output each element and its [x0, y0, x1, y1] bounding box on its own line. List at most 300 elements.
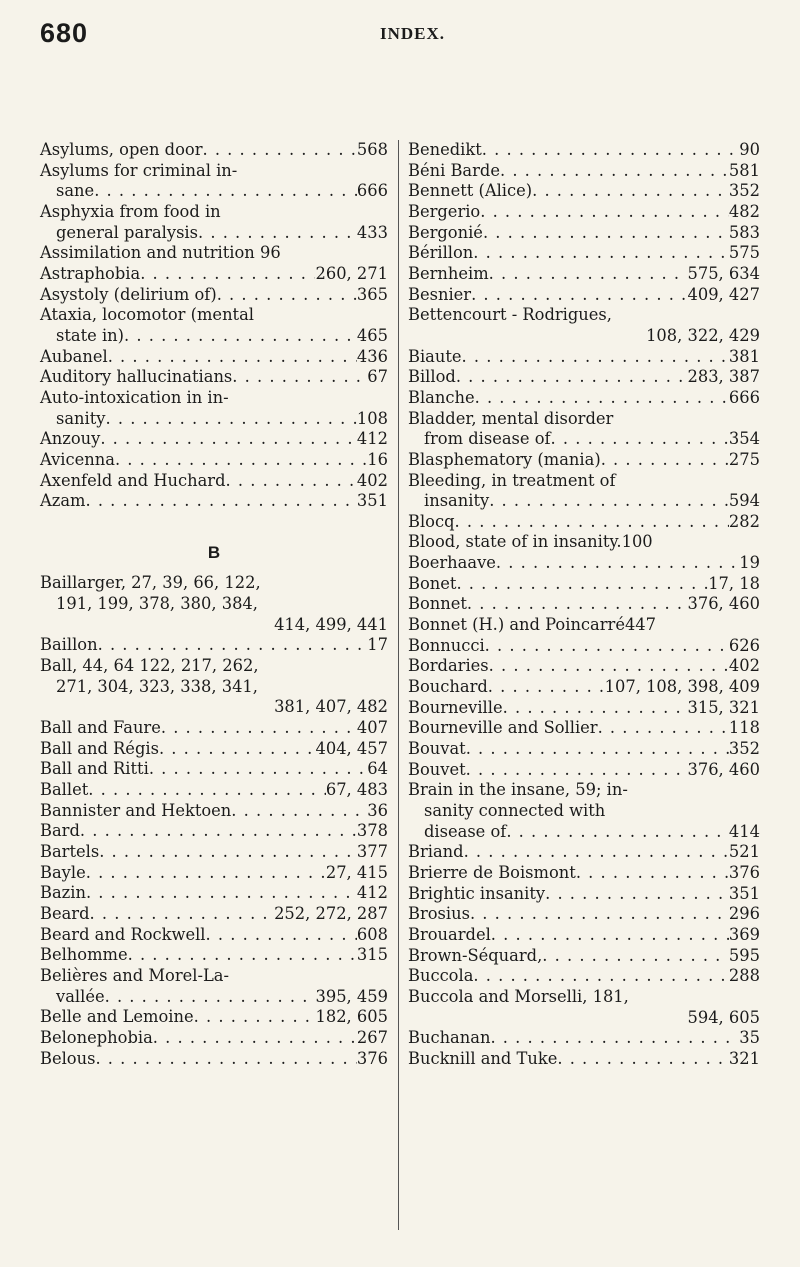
entry-text: Buccola and Morselli, 181, — [408, 986, 629, 1006]
entry-page-refs: 482 — [728, 201, 760, 221]
entry-text: Briand — [408, 842, 464, 862]
entry-text: Astraphobia — [40, 263, 141, 283]
index-entry — [40, 718, 388, 739]
entry-text: Bleeding, in treatment of — [408, 470, 616, 490]
entry-page-refs: 395, 459 — [315, 986, 388, 1006]
entry-line — [40, 140, 388, 161]
dot-leader — [462, 347, 729, 368]
entry-text: Asphyxia from food in — [40, 201, 221, 221]
entry-line — [408, 1049, 760, 1070]
entry-text: Bergonié — [408, 222, 483, 242]
entry-line — [408, 801, 760, 822]
page-header — [40, 18, 760, 58]
index-entry — [40, 285, 388, 306]
entry-line — [40, 883, 388, 904]
column-divider — [398, 140, 399, 1230]
entry-page-refs: 608 — [356, 924, 388, 944]
dot-leader — [226, 471, 357, 492]
dot-leader — [456, 574, 708, 595]
entry-page-refs: 412 — [356, 883, 388, 903]
dot-leader — [470, 904, 729, 925]
dot-leader — [576, 863, 729, 884]
index-entry — [408, 140, 760, 161]
entry-text: from disease of — [424, 429, 551, 449]
entry-line — [408, 388, 760, 409]
entry-text: Brain in the insane, 59; in- — [408, 780, 628, 800]
dot-leader — [471, 285, 687, 306]
running-head: INDEX. — [380, 24, 446, 43]
index-entry — [40, 450, 388, 471]
entry-text: Ball, 44, 64 122, 217, 262, — [40, 656, 259, 676]
entry-page-refs: 354 — [728, 429, 760, 449]
entry-line — [408, 305, 760, 326]
dot-leader — [86, 883, 357, 904]
entry-line — [40, 1049, 388, 1070]
entry-text: Belières and Morel-La- — [40, 965, 230, 985]
entry-page-refs: 404, 457 — [315, 738, 388, 758]
index-entry — [408, 718, 760, 739]
entry-page-refs: 369 — [728, 924, 760, 944]
entry-text: Bonnet — [408, 594, 467, 614]
entry-text: Ballet — [40, 780, 89, 800]
index-entry — [40, 863, 388, 884]
dot-leader — [532, 181, 729, 202]
index-entry — [40, 739, 388, 760]
dot-leader — [161, 718, 357, 739]
index-columns — [40, 140, 760, 1240]
entry-page-refs: 17 — [367, 635, 388, 655]
dot-leader — [99, 842, 357, 863]
entry-page-refs: 17, 18 — [708, 573, 760, 593]
index-entry — [408, 202, 760, 223]
entry-line — [40, 842, 388, 863]
entry-line — [40, 1028, 388, 1049]
entry-line — [40, 409, 388, 430]
dot-leader — [108, 347, 357, 368]
index-entry — [408, 636, 760, 657]
entry-page-refs: 407 — [356, 718, 388, 738]
entry-line — [408, 140, 760, 161]
entry-line — [408, 698, 760, 719]
entry-page-refs: 182, 605 — [315, 1007, 388, 1027]
index-entry — [408, 388, 760, 409]
dot-leader — [80, 821, 357, 842]
index-entry — [408, 264, 760, 285]
entry-text: Bernheim — [408, 263, 489, 283]
entry-page-refs: 351 — [728, 883, 760, 903]
entry-line — [408, 863, 760, 884]
dot-leader — [480, 202, 729, 223]
entry-page-refs: 267 — [356, 1027, 388, 1047]
index-entry — [40, 966, 388, 1007]
entry-page-refs: 283, 387 — [687, 367, 760, 387]
entry-page-refs: 288 — [728, 966, 760, 986]
entry-text: Ball and Faure — [40, 718, 161, 738]
entry-line — [408, 532, 760, 553]
index-entry — [408, 842, 760, 863]
dot-leader — [194, 1007, 316, 1028]
entry-text: Aubanel — [40, 346, 108, 366]
entry-page-refs: 282 — [728, 511, 760, 531]
entry-text: disease of — [424, 821, 507, 841]
index-entry — [40, 1028, 388, 1049]
index-entry — [408, 594, 760, 615]
entry-line: 594, 605 — [687, 1007, 760, 1027]
entry-text: Bennett (Alice) — [408, 181, 533, 201]
index-entry — [40, 305, 388, 346]
entry-page-refs: 575 — [728, 243, 760, 263]
entry-page-refs: 67 — [367, 367, 388, 387]
entry-text: Bazin — [40, 883, 86, 903]
entry-line — [40, 739, 388, 760]
entry-text: Biaute — [408, 346, 462, 366]
entry-line — [40, 594, 388, 615]
index-entry — [40, 347, 388, 368]
entry-text: Brosius — [408, 904, 470, 924]
page-number: 680 — [40, 18, 89, 48]
entry-line — [40, 429, 388, 450]
entry-text: Baillarger, 27, 39, 66, 122, — [40, 573, 261, 593]
entry-text: Bayle — [40, 862, 86, 882]
entry-text: Boerhaave — [408, 553, 496, 573]
entry-text: Bettencourt - Rodrigues, — [408, 305, 612, 325]
index-entry — [408, 532, 760, 553]
section-letter: B — [207, 543, 221, 563]
index-entry — [40, 243, 388, 264]
entry-page-refs: 594 — [728, 491, 760, 511]
entry-line — [40, 491, 388, 512]
dot-leader — [467, 594, 688, 615]
index-entry — [408, 925, 760, 946]
dot-leader — [140, 264, 315, 285]
entry-text: Auditory hallucinatians — [40, 367, 233, 387]
index-entry — [408, 181, 760, 202]
dot-leader — [217, 285, 357, 306]
dot-leader — [542, 946, 729, 967]
entry-text: Baillon — [40, 635, 98, 655]
entry-line — [408, 161, 760, 182]
entry-page-refs: 381 — [728, 346, 760, 366]
entry-text: Axenfeld and Huchard — [40, 470, 226, 490]
dot-leader — [490, 1028, 739, 1049]
dot-leader — [455, 512, 729, 533]
entry-line — [40, 759, 388, 780]
index-entry — [408, 512, 760, 533]
index-entry — [40, 656, 388, 718]
index-entry — [408, 161, 760, 182]
entry-line — [408, 181, 760, 202]
dot-leader — [198, 223, 357, 244]
entry-page-refs: 321 — [728, 1048, 760, 1068]
entry-line — [408, 512, 760, 533]
entry-line — [408, 243, 760, 264]
dot-leader — [232, 367, 367, 388]
entry-page-refs: 16 — [367, 449, 388, 469]
entry-page-refs: 377 — [356, 841, 388, 861]
entry-page-refs: 90 — [739, 140, 760, 159]
entry-text: state in) — [56, 325, 125, 345]
dot-leader — [473, 966, 729, 987]
entry-line — [40, 243, 388, 264]
entry-text: Bouvet — [408, 759, 466, 779]
dot-leader — [489, 491, 729, 512]
entry-line — [408, 636, 760, 657]
index-entry — [40, 904, 388, 925]
index-entry — [408, 367, 760, 388]
entry-page-refs: 64 — [367, 759, 388, 779]
dot-leader — [491, 925, 729, 946]
entry-text: Bordaries — [408, 656, 489, 676]
entry-line — [408, 202, 760, 223]
entry-text: sane — [56, 181, 95, 201]
entry-page-refs: 351 — [356, 491, 388, 511]
entry-text: Bard — [40, 821, 80, 841]
entry-line — [408, 987, 760, 1008]
dot-leader — [153, 1028, 357, 1049]
index-entry — [40, 140, 388, 161]
dot-leader — [202, 140, 356, 161]
entry-line — [40, 801, 388, 822]
entry-text: Bérillon — [408, 243, 474, 263]
dot-leader — [105, 987, 316, 1008]
entry-text: Benedikt — [408, 140, 482, 159]
index-entry — [408, 739, 760, 760]
entry-page-refs: 108 — [356, 408, 388, 428]
entry-line — [408, 429, 760, 450]
entry-page-refs: 352 — [728, 739, 760, 759]
entry-text: Bartels — [40, 841, 100, 861]
entry-text: Blocq — [408, 511, 455, 531]
entry-page-refs: 414 — [728, 821, 760, 841]
entry-line — [40, 635, 388, 656]
index-entry — [408, 987, 760, 1028]
entry-text: vallée — [56, 986, 105, 1006]
entry-line — [408, 760, 760, 781]
index-entry — [408, 243, 760, 264]
entry-text: Bonnet (H.) and Poincarré447 — [408, 615, 657, 635]
entry-line — [408, 739, 760, 760]
entry-line — [40, 367, 388, 388]
index-entry — [40, 202, 388, 243]
entry-text: Asylums for criminal in- — [40, 160, 238, 180]
right-column — [408, 140, 760, 1070]
entry-page-refs: 19 — [739, 553, 760, 573]
entry-text: Billod — [408, 367, 456, 387]
entry-page-refs: 376 — [728, 862, 760, 882]
entry-line — [408, 409, 760, 430]
entry-line — [408, 347, 760, 368]
index-entry — [40, 161, 388, 202]
entry-line: 414, 499, 441 — [274, 614, 388, 634]
index-entry — [40, 471, 388, 492]
index-entry — [408, 677, 760, 698]
entry-text: Buchanan — [408, 1028, 491, 1048]
index-entry — [40, 780, 388, 801]
dot-leader — [489, 656, 729, 677]
entry-text: Anzouy — [40, 429, 101, 449]
entry-text: Bonnucci — [408, 635, 485, 655]
entry-text: Bannister and Hektoen — [40, 800, 232, 820]
index-entry — [408, 966, 760, 987]
index-entry — [408, 656, 760, 677]
dot-leader — [485, 636, 729, 657]
entry-page-refs: 107, 108, 398, 409 — [604, 677, 760, 697]
entry-line — [40, 202, 388, 223]
entry-text: Assimilation and nutrition 96 — [40, 243, 281, 263]
index-entry — [40, 1007, 388, 1028]
entry-page-refs: 296 — [728, 904, 760, 924]
index-entry — [40, 367, 388, 388]
entry-line — [408, 842, 760, 863]
entry-line — [40, 347, 388, 368]
entry-page-refs: 352 — [728, 181, 760, 201]
entry-text: Bouchard — [408, 677, 488, 697]
dot-leader — [483, 223, 729, 244]
index-entry — [408, 1028, 760, 1049]
index-entry — [408, 1049, 760, 1070]
entry-text: Ataxia, locomotor (mental — [40, 305, 255, 325]
entry-text: Buccola — [408, 966, 474, 986]
entry-page-refs: 376, 460 — [687, 594, 760, 614]
entry-line — [40, 223, 388, 244]
entry-page-refs: 626 — [728, 635, 760, 655]
index-entry — [408, 471, 760, 512]
entry-line — [40, 656, 388, 677]
entry-text: Brightic insanity — [408, 883, 546, 903]
entry-line — [40, 305, 388, 326]
entry-text: 271, 304, 323, 338, 341, — [56, 676, 258, 696]
entry-text: Bergerio — [408, 201, 481, 221]
entry-text: Bourneville — [408, 697, 503, 717]
entry-page-refs: 575, 634 — [687, 263, 760, 283]
entry-page-refs: 27, 415 — [325, 862, 388, 882]
entry-line: 108, 322, 429 — [646, 325, 760, 345]
dot-leader — [206, 925, 357, 946]
index-entry — [40, 842, 388, 863]
entry-line — [408, 884, 760, 905]
index-entry — [408, 285, 760, 306]
entry-line — [40, 285, 388, 306]
entry-line — [408, 615, 760, 636]
entry-line — [40, 677, 388, 698]
dot-leader — [95, 1049, 356, 1070]
entry-line — [408, 904, 760, 925]
index-entry — [40, 821, 388, 842]
index-entry — [40, 1049, 388, 1070]
entry-text: Blanche — [408, 387, 475, 407]
entry-page-refs: 252, 272, 287 — [274, 903, 388, 923]
index-entry — [408, 698, 760, 719]
index-entry — [408, 409, 760, 450]
entry-line — [408, 677, 760, 698]
entry-line — [40, 987, 388, 1008]
index-entry — [40, 491, 388, 512]
dot-leader — [506, 822, 729, 843]
index-entry — [408, 615, 760, 636]
entry-line — [408, 966, 760, 987]
entry-line — [408, 946, 760, 967]
entry-page-refs: 376 — [356, 1048, 388, 1068]
entry-page-refs: 409, 427 — [687, 284, 760, 304]
dot-leader — [482, 140, 740, 161]
entry-text: general paralysis — [56, 222, 198, 242]
entry-text: Avicenna — [40, 449, 115, 469]
entry-page-refs: 365 — [356, 284, 388, 304]
entries-right — [408, 140, 760, 1070]
entry-text: Brierre de Boismont — [408, 862, 576, 882]
entry-line — [40, 450, 388, 471]
entry-line — [40, 264, 388, 285]
entry-page-refs: 465 — [356, 325, 388, 345]
entry-page-refs: 581 — [728, 160, 760, 180]
dot-leader — [128, 945, 357, 966]
index-entry — [408, 863, 760, 884]
entry-line — [40, 161, 388, 182]
dot-leader — [124, 326, 357, 347]
entry-text: Belous — [40, 1048, 96, 1068]
dot-leader — [598, 718, 729, 739]
entry-page-refs: 378 — [356, 821, 388, 841]
entry-text: Azam — [40, 491, 86, 511]
dot-leader — [551, 429, 729, 450]
index-entry — [408, 760, 760, 781]
index-entry — [40, 388, 388, 429]
entry-page-refs: 595 — [728, 945, 760, 965]
entry-page-refs: 35 — [739, 1028, 760, 1048]
dot-leader — [100, 429, 357, 450]
index-entry — [408, 884, 760, 905]
index-entry — [40, 801, 388, 822]
index-entry — [40, 883, 388, 904]
entry-line — [408, 264, 760, 285]
entry-line — [408, 1028, 760, 1049]
dot-leader — [475, 388, 729, 409]
entry-text: Bonet — [408, 573, 457, 593]
entry-page-refs: 315 — [356, 945, 388, 965]
index-entry — [408, 305, 760, 346]
dot-leader — [88, 780, 326, 801]
dot-leader — [159, 739, 316, 760]
index-entry — [408, 904, 760, 925]
entry-text: Beard — [40, 903, 90, 923]
entry-text: Bladder, mental disorder — [408, 408, 614, 428]
entry-text: Belle and Lemoine — [40, 1007, 194, 1027]
entry-text: Auto-intoxication in in- — [40, 387, 229, 407]
dot-leader — [115, 450, 367, 471]
entry-line — [408, 491, 760, 512]
entry-line — [408, 574, 760, 595]
entry-page-refs: 433 — [356, 222, 388, 242]
entry-text: Asystoly (delirium of) — [40, 284, 217, 304]
entry-page-refs: 260, 271 — [315, 263, 388, 283]
entry-line — [408, 656, 760, 677]
entry-page-refs: 376, 460 — [687, 759, 760, 779]
entry-line — [408, 471, 760, 492]
dot-leader — [466, 760, 688, 781]
index-entry — [408, 553, 760, 574]
entry-line — [408, 822, 760, 843]
dot-leader — [503, 698, 688, 719]
entry-line — [40, 945, 388, 966]
entry-line — [40, 718, 388, 739]
entry-line — [40, 471, 388, 492]
entry-text: sanity — [56, 408, 106, 428]
dot-leader — [489, 264, 688, 285]
index-entry — [408, 574, 760, 595]
entry-text: insanity — [424, 491, 490, 511]
dot-leader — [500, 161, 729, 182]
entry-line — [40, 863, 388, 884]
